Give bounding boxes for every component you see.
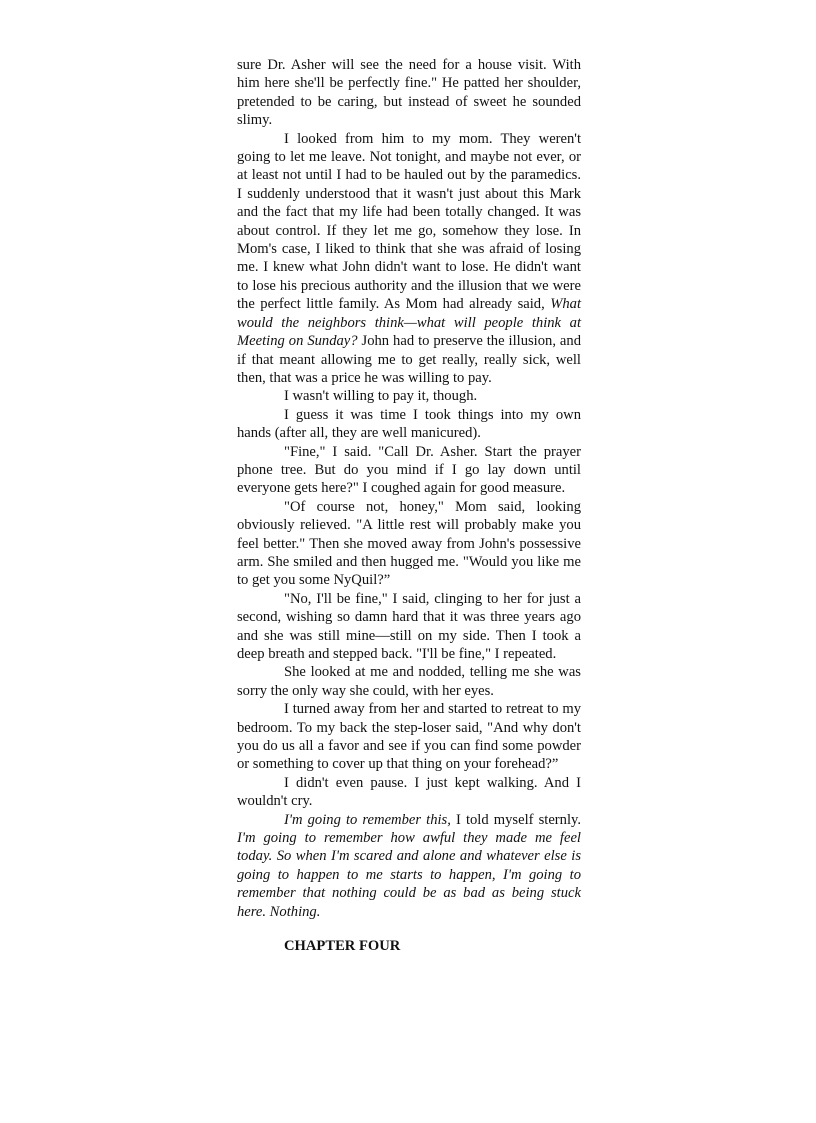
paragraph	[237, 811, 581, 921]
text-run: I wasn't willing to pay it, though.	[284, 388, 478, 405]
text-run: I didn't even pause. I just kept walking. And I wouldn't cry.	[237, 774, 581, 810]
italic-text: I'm going to remember this,	[284, 811, 451, 828]
text-run: sure Dr. Asher will see the need for a house visit. With him here she'll be perfectly fine." He patted her shoulder, pretended to be caring, but instead of sweet he sounded slimy.	[237, 57, 581, 129]
paragraph	[237, 498, 581, 590]
paragraph	[237, 663, 581, 700]
body-text	[237, 56, 581, 956]
paragraph	[237, 387, 581, 405]
paragraph	[237, 443, 581, 498]
text-run: I turned away from her and started to retreat to my bedroom. To my back the step-loser said, "And why don't you do us all a favor and see if you can find some powder or something to cover up that thing on your forehead?”	[237, 701, 581, 773]
paragraph	[237, 56, 581, 130]
text-run: I looked from him to my mom. They weren't going to let me leave. Not tonight, and maybe not ever, or at least not until I had to be hauled out by the paramedics. I suddenly understood that it wasn't just about this Mark and the fact that my life had been totally changed. It was about control. If they let me go, somehow they lose. In Mom's case, I liked to think that she was afraid of losing me. I knew what John didn't want to lose. He didn't want to lose his precious authority and the illusion that we were the perfect little family. As Mom had already said,	[237, 130, 581, 313]
text-run: John had to preserve the illusion, and if that meant allowing me to get really, really sick, well then, that was a price he was willing to pay.	[237, 333, 581, 386]
text-run: I guess it was time I took things into my own hands (after all, they are well manicured).	[237, 406, 581, 442]
paragraph	[237, 700, 581, 774]
text-run: "Fine," I said. "Call Dr. Asher. Start the prayer phone tree. But do you mind if I go lay down until everyone gets here?" I coughed again for good measure.	[237, 443, 581, 497]
text-run: I told myself sternly.	[450, 811, 581, 828]
text-run: She looked at me and nodded, telling me she was sorry the only way she could, with her eyes.	[237, 664, 581, 699]
paragraph	[237, 130, 581, 388]
chapter-heading: CHAPTER FOUR	[284, 938, 401, 955]
italic-text: I'm going to remember how awful they made me feel today. So when I'm scared and alone and whatever else is going to happen to me starts to happen, I'm going to remember that nothing could be as bad as being stuck here. Nothing.	[237, 830, 581, 920]
paragraph	[237, 590, 581, 664]
text-run: "No, I'll be fine," I said, clinging to her for just a second, wishing so damn hard that it was three years ago and she was still mine—still on my side. Then I took a deep breath and stepped back. "I'll be fine," I repeated.	[237, 590, 581, 662]
paragraph	[237, 774, 581, 811]
italic-text: What would the neighbors think—what will people think at Meeting on Sunday?	[237, 296, 581, 350]
paragraph	[237, 406, 581, 443]
text-run: "Of course not, honey," Mom said, looking obviously relieved. "A little rest will probably make you feel better." Then she moved away from John's possessive arm. She smiled and then hugged me. "Would you like me to get you some NyQuil?”	[237, 498, 581, 589]
paragraph-list	[237, 56, 581, 921]
